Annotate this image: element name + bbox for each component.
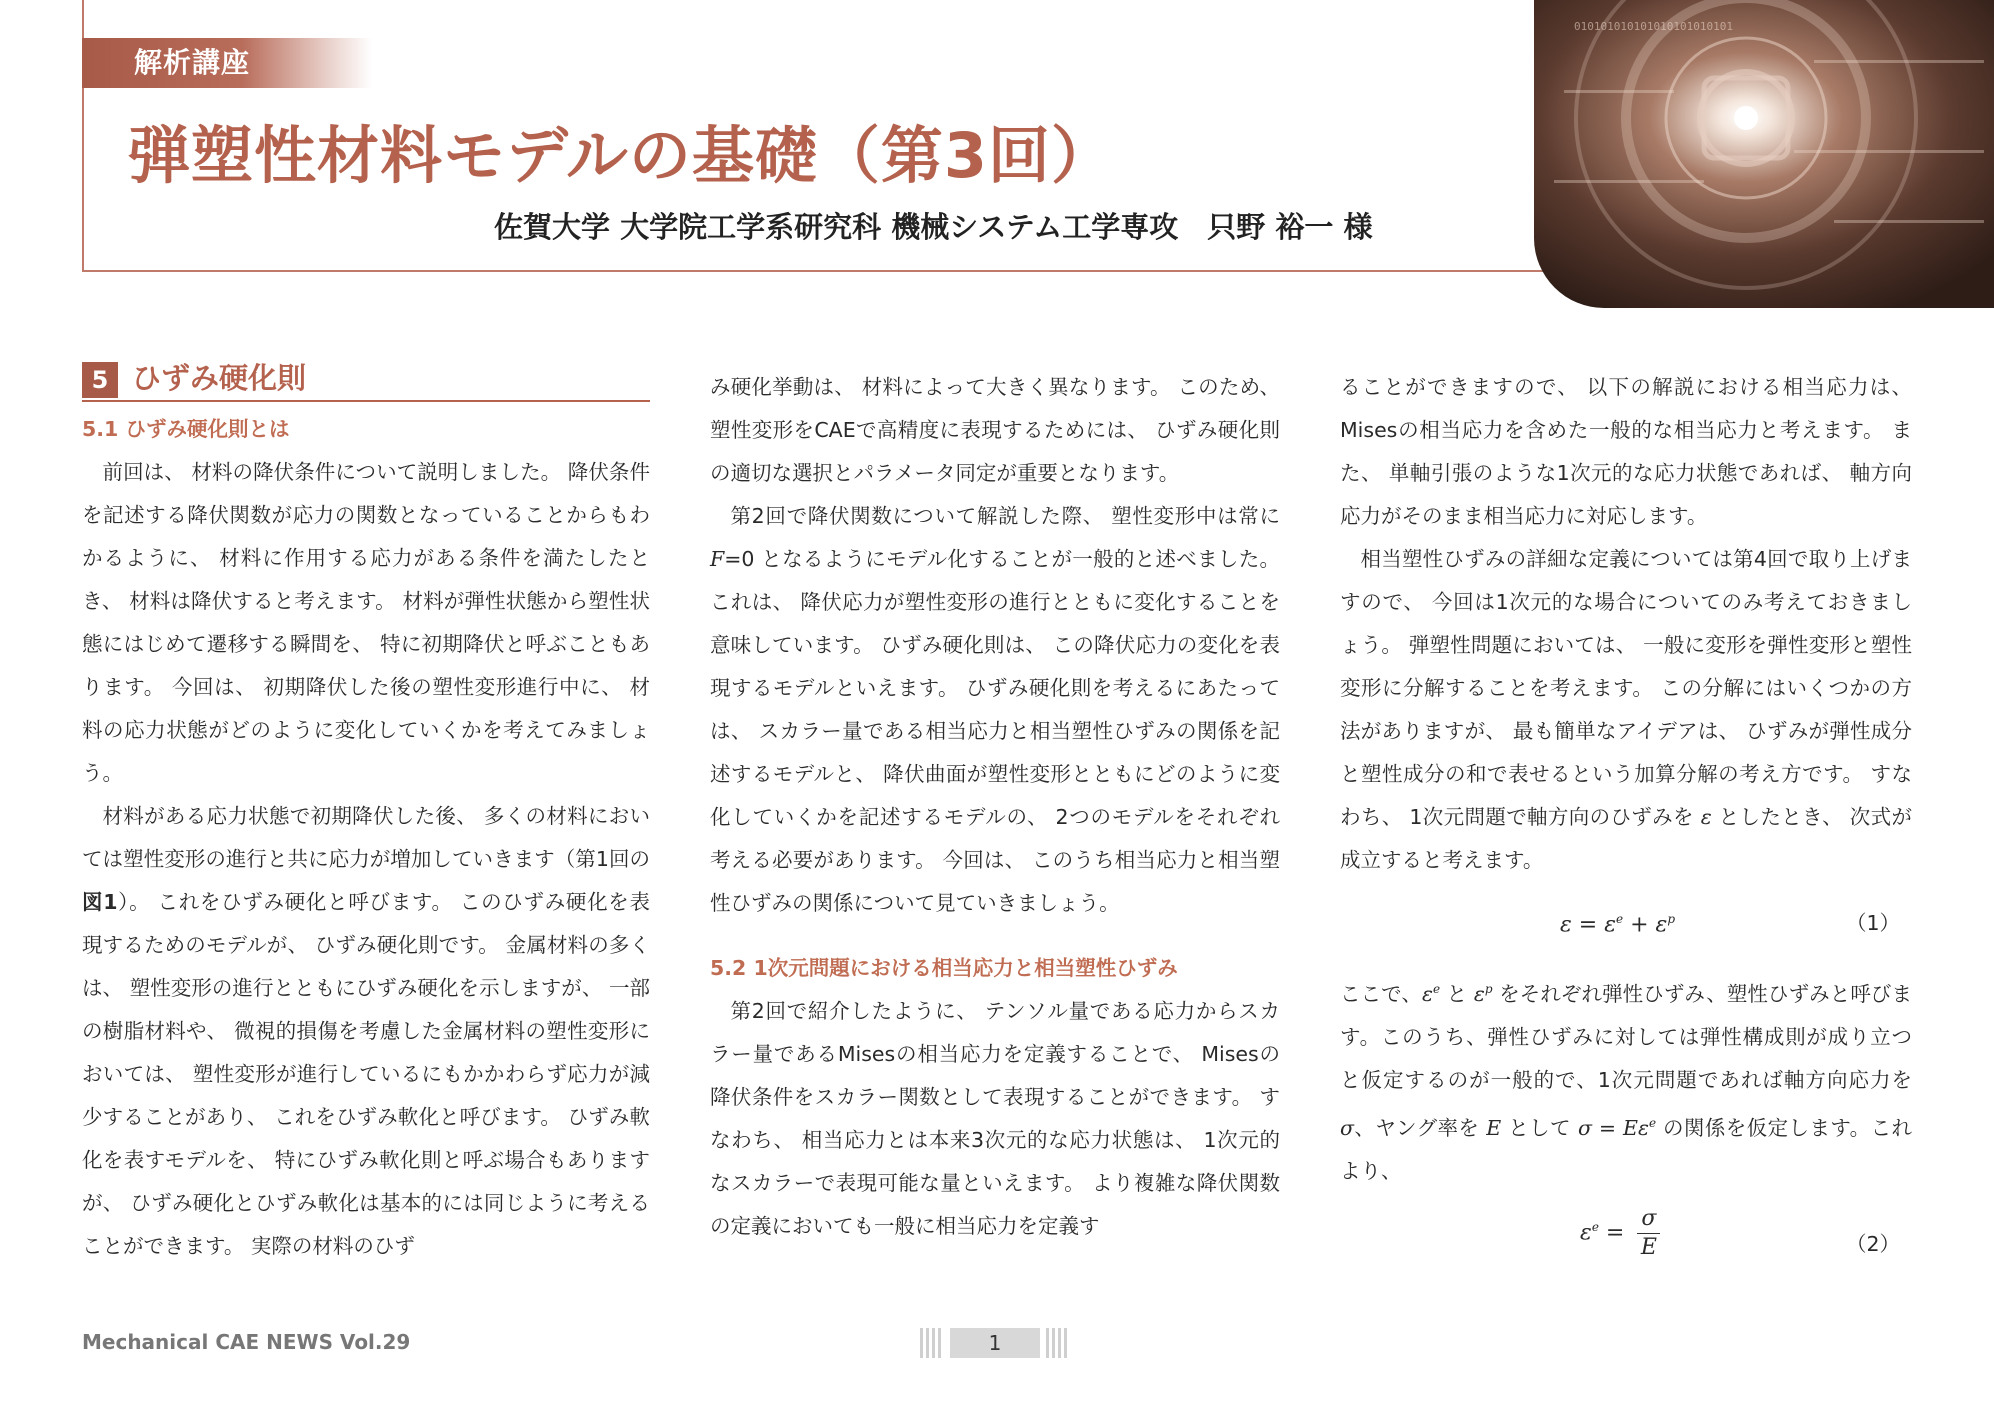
- subsection-heading-5-2: 5.2 1次元問題における相当応力と相当塑性ひずみ: [710, 956, 1178, 980]
- equation-1-expression: $\varepsilon = \varepsilon^e + \varepsilon^p$: [1560, 912, 1676, 938]
- section-title: ひずみ硬化則: [132, 361, 307, 395]
- figure-reference: 図1: [82, 890, 118, 914]
- paragraph: 前回は、 材料の降伏条件について説明しました。 降伏条件を記述する降伏関数が応力の関数となっていることからもわかるように、 材料に作用する応力がある条件を満たしたとき、 材料は降伏すると考えます。 材料が弾性状態から塑性状態にはじめて遷移する瞬間を、 特に初期降伏と呼ぶこともあります。 今回は、 初期降伏した後の塑性変形進行中に、 材料の応力状態がどのように変化していくかを考えてみましょう。: [82, 460, 650, 785]
- section-number: 5: [82, 362, 118, 398]
- paragraph: ここで、$\varepsilon^e$ と $\varepsilon^p$ をそれぞれ弾性ひずみ、塑性ひずみと呼びます。このうち、弾性ひずみに対しては弾性構成則が成り立つと仮定するのが一般的で、1次元問題であれば軸方向応力を σ、ヤング率を E として $\sigma = E\varepsilon^e$ の関係を仮定します。これより、: [1340, 981, 1913, 1183]
- author-line: 佐賀大学 大学院工学系研究科 機械システム工学専攻 只野 裕一 様: [494, 210, 1373, 244]
- category-label: 解析講座: [82, 38, 372, 88]
- equation-2: [1340, 1193, 1912, 1283]
- paragraph: 材料がある応力状態で初期降伏した後、 多くの材料においては塑性変形の進行と共に応力が増加していきます（第1回の図1）。 これをひずみ硬化と呼びます。 このひずみ硬化を表現するためのモデルが、 ひずみ硬化則です。 金属材料の多くは、 塑性変形の進行とともにひずみ硬化を示しますが、 一部の樹脂材料や、 微視的損傷を考慮した金属材料の塑性変形においては、 塑性変形が進行しているにもかかわらず応力が減少することがあり、 これをひずみ軟化と呼びます。 ひずみ軟化を表すモデルを、 特にひずみ軟化則と呼ぶ場合もありますが、 ひずみ硬化とひずみ軟化は基本的には同じように考えることができます。 実際の材料のひず: [82, 804, 650, 1258]
- subsection-heading-5-1: 5.1 ひずみ硬化則とは: [82, 417, 290, 441]
- section-heading: [82, 358, 650, 402]
- journal-name: Mechanical CAE NEWS Vol.29: [82, 1330, 411, 1354]
- equation-1-number: （1）: [1845, 911, 1900, 935]
- header-hero-image: [1534, 0, 1994, 308]
- equation-1: [1340, 882, 1912, 968]
- page-number: 1: [950, 1328, 1040, 1358]
- equation-2-number: （2）: [1845, 1231, 1900, 1256]
- hero-glow-icon: [1734, 106, 1758, 130]
- page-title: 弾塑性材料モデルの基礎（第3回）: [128, 119, 1115, 192]
- paragraph: 第2回で紹介したように、 テンソル量である応力からスカラー量であるMisesの相当応力を定義することで、 Misesの降伏条件をスカラー関数として表現することができます。 すなわち、 相当応力とは本来3次元的な応力状態は、 1次元的なスカラーで表現可能な量といえます。 より複雑な降伏関数の定義においても一般に相当応力を定義す: [710, 999, 1280, 1238]
- paragraph: 第2回で降伏関数について解説した際、 塑性変形中は常にF=0 となるようにモデル化することが一般的と述べました。 これは、 降伏応力が塑性変形の進行とともに変化することを意味しています。 ひずみ硬化則は、 この降伏応力の変化を表現するモデルといえます。 ひずみ硬化則を考えるにあたっては、 スカラー量である相当応力と相当塑性ひずみの関係を記述するモデルと、 降伏曲面が塑性変形とともにどのように変化していくかを記述するモデルの、 2つのモデルをそれぞれ考える必要があります。 今回は、 このうち相当応力と相当塑性ひずみの関係について見ていきましょう。: [710, 504, 1280, 915]
- paragraph: み硬化挙動は、 材料によって大きく異なります。 このため、 塑性変形をCAEで高精度に表現するためには、 ひずみ硬化則の適切な選択とパラメータ同定が重要となります。: [710, 375, 1280, 485]
- equation-2-expression: $\varepsilon^e$ = $\frac{\sigma}{E}$: [1580, 1205, 1660, 1262]
- paragraph: ることができますので、 以下の解説における相当応力は、 Misesの相当応力を含めた一般的な相当応力と考えます。 また、 単軸引張のような1次元的な応力状態であれば、 軸方向応力がそのまま相当応力に対応します。: [1340, 375, 1912, 528]
- paragraph: 相当塑性ひずみの詳細な定義については第4回で取り上げますので、 今回は1次元的な場合についてのみ考えておきましょう。 弾塑性問題においては、 一般に変形を弾性変形と塑性変形に分解することを考えます。 この分解にはいくつかの方法がありますが、 最も簡単なアイデアは、 ひずみが弾性成分と塑性成分の和で表せるという加算分解の考え方です。 すなわち、 1次元問題で軸方向のひずみを ε としたとき、 次式が成立すると考えます。: [1340, 547, 1912, 872]
- column-1: [82, 358, 650, 1268]
- column-3: [1340, 366, 1912, 1283]
- page-number-bar: [920, 1328, 1070, 1358]
- hero-code-text: 010101010101010101010101: [1574, 20, 1733, 33]
- column-2: [710, 366, 1280, 1248]
